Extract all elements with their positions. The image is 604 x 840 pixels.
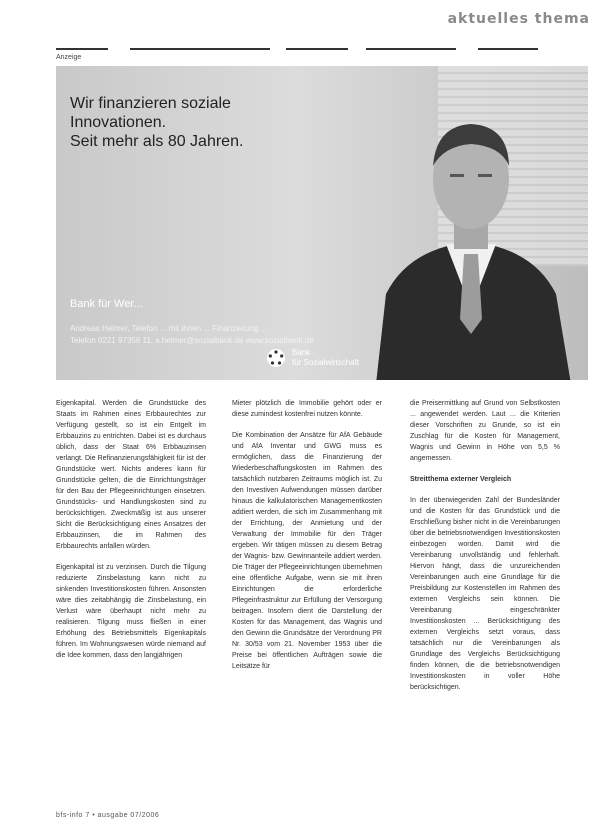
section-label: aktuelles thema <box>447 11 590 27</box>
body-paragraph: Mieter plötzlich die Immobilie gehört oder er diese zumindest kostenfrei nutzen könnte. <box>232 400 382 418</box>
star-circle-icon <box>266 348 286 368</box>
header-rule <box>478 48 538 50</box>
bank-logo-text <box>292 348 359 368</box>
ad-bank-name: Bank für Wer... <box>70 298 143 310</box>
header-rule <box>366 48 456 50</box>
text-column-2 <box>232 398 382 682</box>
body-paragraph: Eigenkapital ist zu verzinsen. Durch die Tilgung reduzierte Zinsbelastung kann nicht zu sinkenden Investitionskosten führen. Ansonsten wäre dies zeitabhängig die Zinsbelastung, ein Verlust wäre überhaupt nicht mehr zu realisieren. Tilgung muss fließen in einer Erhöhung des Betriebsmittels Eigenkapitals führen. Im Wohnungswesen würde niemand auf die Idee kommen, dass den langjährigen <box>56 564 206 659</box>
body-paragraph: Eigenkapital. Werden die Grundstücke des Staats im Rahmen eines Erbbaurechtes zur Verfügung gestellt, so ist ein Entgelt im Erbbauzins zu entrichten. Dabei ist es durchaus üblich, dass der Staat 6% Erbbauzinsen verlangt. Die Refinanzierungsfähigkeit für ist der Grundstücke wert. Nichts anderes kann für Grundstücke gelten, die die Einrichtungsträger für den Bau der Pflegeeinrichtungen einsetzen. Grundstücks- und Handlungskosten sind zu berücksichtigen. Zweckmäßig ist aus unserer Sicht die Berücksichtigung eines Ansatzes der Erbbauzinsen, die im Rahmen des Erbbaurechts anfallen würden. <box>56 400 206 550</box>
text-column-3 <box>410 398 560 703</box>
ad-headline <box>70 94 310 151</box>
bank-logo-line: für Sozialwirtschaft <box>292 358 360 367</box>
ad-contact-line: Telefon 0221 97356 11, a.helmer@sozialbank.de www.sozialbank.de <box>70 336 314 345</box>
ad-headline-line: Wir finanzieren soziale <box>70 95 231 112</box>
body-paragraph: die Preisermittlung auf Grund von Selbstkosten ... angewendet werden. Laut ... die Kriterien dieser Vorschriften zu Grunde, so ist ein Zuschlag für die Kosten für Management, Wagnis und Gewinn in Höhe von 5,5 % angemessen. <box>410 400 560 462</box>
ad-contact-line: Andreas Helmer, Telefon ... mit ihnen ... Finanzierung ... <box>70 324 268 333</box>
header-rule <box>286 48 348 50</box>
page-footer: bfs-info 7 • ausgabe 07/2006 <box>56 812 160 819</box>
businessman-photo <box>366 94 576 380</box>
ad-headline-line: Seit mehr als 80 Jahren. <box>70 133 244 150</box>
header-rule <box>56 48 108 50</box>
ad-contact <box>70 323 314 347</box>
ad-headline-line: Innovationen. <box>70 114 167 131</box>
bank-logo <box>266 346 366 372</box>
header-rule <box>130 48 270 50</box>
advertisement-label: Anzeige <box>56 54 82 61</box>
section-heading: Streitthema externer Vergleich <box>410 476 512 483</box>
body-paragraph: Die Kombination der Ansätze für AfA Gebäude und AfA Inventar und GWG muss es ermöglichen, dass die Finanzierung der Wiederbeschaffungskosten im Rahmen des tatsächlich nutzbaren Zeitraums möglich ist. Zu den Investiven Aufwendungen müssen darüber hinaus die kalkulatorischen Managementkosten addiert werden, die sich im Zusammenhang mit der Errichtung, der Anmietung und der Verwaltung der Immobilie für den Träger ergeben. Wir tätigen müssen zu diesem Betrag der Wagnis- bzw. Gewinnanteile addiert werden. Die Träger der Pflegeeinrichtungen übernehmen eine öffentliche Aufgabe, wenn sie mit ihren Einrichtungen die erforderliche Pflegeinfrastruktur zur Erfüllung der Versorgung beitragen. Insofern dient die Darstellung der Kosten für das Management, das Wagnis und den Gewinn die Grundsätze der Verordnung PR Nr. 30/53 vom 21. November 1953 über die Preise bei öffentlichen Aufträgen sowie die Leitsätze für <box>232 432 382 670</box>
advertisement <box>56 66 588 380</box>
text-column-1 <box>56 398 206 671</box>
body-paragraph: In der überwiegenden Zahl der Bundesländer und die Kosten für das Grundstück und die Erschließung bisher nicht in die Vereinbarungen über die betriebsnotwendigen Investitionskosten einbezogen worden. Damit wird die Vereinbarung unvollständig und fehlerhaft. Hiervon hängt, dass die unzureichenden Vereinbarungen auch eine Grundlage für die Preisbildung zur Kostenstellen im Rahmen des externen Vergleichs sein können. Die Vereinbarung eingeschränkter Investitionskosten ... Berücksichtigung des externen Vergleichs setzt voraus, dass tatsächlich nur die Vereinbarungen als Grundlage des Vergleichs Berücksichtigung finden können, die die betriebsnotwendigen Investitionskosten in voller Höhe berücksichtigen. <box>410 497 560 691</box>
bank-logo-line: Bank <box>292 348 311 357</box>
